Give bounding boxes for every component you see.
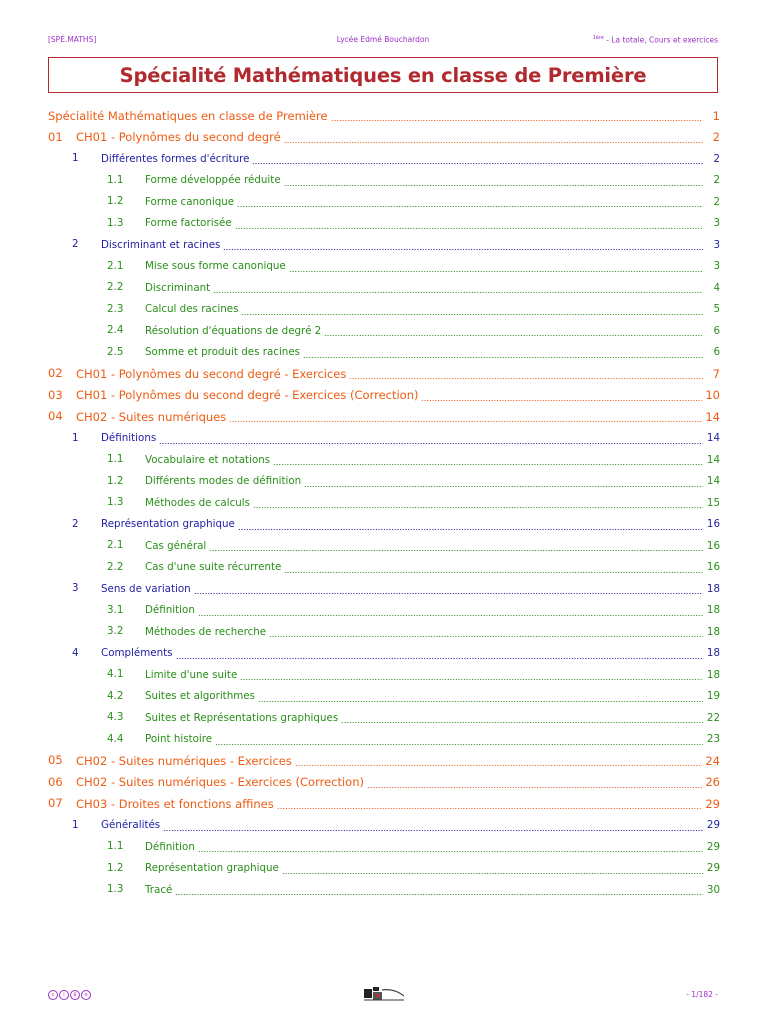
toc-entry-page: 3 — [713, 217, 720, 230]
toc-dot-leader — [229, 406, 702, 428]
toc-entry-page: 4 — [713, 281, 720, 294]
toc-entry-line — [145, 686, 720, 708]
toc-entry-label: Sens de variation — [101, 582, 191, 595]
toc-entry[interactable] — [48, 836, 720, 858]
toc-entry[interactable] — [48, 191, 720, 213]
toc-dot-leader — [237, 191, 703, 213]
toc-entry-number: 3 — [72, 582, 79, 594]
toc-entry-label: CH03 - Droites et fonctions affines — [76, 796, 274, 811]
toc-entry-page: 16 — [706, 518, 720, 531]
toc-dot-leader — [273, 449, 703, 471]
toc-entry[interactable] — [48, 815, 720, 837]
toc-entry-line — [101, 643, 720, 665]
toc-entry-line — [145, 557, 720, 579]
toc-entry-number: 1.1 — [107, 840, 124, 852]
toc-entry-line — [76, 385, 720, 407]
toc-dot-leader — [284, 557, 703, 579]
header-right-sup: 1ère — [592, 35, 604, 41]
toc-entry-page: 18 — [706, 582, 720, 595]
toc-dot-leader — [277, 793, 703, 815]
toc-entry[interactable] — [48, 858, 720, 880]
toc-entry[interactable] — [48, 148, 720, 170]
toc-entry-page: 7 — [712, 366, 720, 381]
toc-entry-page: 18 — [706, 647, 720, 660]
toc-entry-line — [145, 836, 720, 858]
toc-dot-leader — [240, 664, 703, 686]
toc-entry-number: 2.3 — [107, 302, 124, 315]
toc-dot-leader — [295, 750, 703, 772]
toc-entry-number: 01 — [48, 129, 63, 144]
toc-entry[interactable] — [48, 514, 720, 536]
toc-entry-number: 07 — [48, 796, 63, 810]
toc-dot-leader — [284, 170, 703, 192]
toc-entry-number: 1 — [72, 818, 79, 831]
toc-entry-label: Somme et produit des racines — [145, 346, 301, 359]
toc-entry-line — [101, 234, 720, 256]
toc-entry-number: 4.2 — [107, 689, 124, 702]
toc-dot-leader — [349, 363, 703, 385]
toc-dot-leader — [324, 320, 703, 342]
toc-entry-page: 2 — [713, 152, 720, 165]
toc-entry-label: Représentation graphique — [145, 862, 279, 875]
toc-entry-page: 30 — [706, 883, 720, 896]
toc-entry-line — [101, 514, 720, 536]
toc-entry[interactable] — [48, 879, 720, 901]
toc-entry-page: 3 — [713, 260, 720, 273]
toc-entry-number: 1.2 — [107, 474, 124, 487]
toc-entry[interactable] — [48, 600, 720, 622]
toc-entry-label: Cas d'une suite récurrente — [145, 561, 282, 574]
toc-entry-label: CH02 - Suites numériques - Exercices (Correction) — [76, 775, 364, 790]
toc-entry-line — [145, 707, 720, 729]
toc-entry-label: Tracé — [145, 883, 173, 896]
toc-entry-page: 24 — [705, 753, 720, 768]
toc-entry-line — [145, 213, 720, 235]
toc-entry-page: 22 — [706, 711, 720, 724]
cc-circle-icon: c — [48, 990, 58, 1000]
toc-entry-label: Généralités — [101, 819, 161, 832]
toc-entry-line — [145, 535, 720, 557]
toc-entry-label: Spécialité Mathématiques en classe de Première — [48, 108, 328, 123]
toc-entry-page: 29 — [706, 819, 720, 832]
toc-entry[interactable] — [48, 643, 720, 665]
toc-entry[interactable] — [48, 428, 720, 450]
toc-entry-number: 02 — [48, 366, 63, 380]
toc-dot-leader — [194, 578, 703, 600]
toc-entry[interactable] — [48, 492, 720, 514]
toc-entry-page: 3 — [713, 238, 720, 251]
toc-dot-leader — [209, 535, 703, 557]
toc-entry-line — [145, 256, 720, 278]
toc-entry-page: 2 — [712, 130, 720, 145]
toc-entry-number: 1.2 — [107, 195, 124, 207]
toc-entry-line — [145, 729, 720, 751]
toc-entry-line — [145, 277, 720, 299]
toc-entry-page: 14 — [706, 475, 720, 488]
toc-dot-leader — [282, 858, 703, 880]
toc-entry-page: 29 — [706, 840, 720, 853]
toc-entry-page: 6 — [713, 324, 720, 337]
header-right — [593, 35, 718, 45]
toc-entry-label: Cas général — [145, 539, 207, 552]
toc-entry-number: 1 — [72, 152, 79, 164]
school-logo-icon — [364, 986, 404, 1002]
toc-entry[interactable] — [48, 664, 720, 686]
toc-entry-number: 1.3 — [107, 883, 124, 895]
toc-entry-label: Différentes formes d'écriture — [101, 152, 250, 165]
toc-entry-label: CH02 - Suites numériques — [76, 409, 227, 424]
toc-entry[interactable] — [48, 707, 720, 729]
toc-entry-page: 29 — [706, 862, 720, 875]
toc-entry-number: 4.3 — [107, 711, 124, 723]
toc-entry-label: Compléments — [101, 647, 173, 660]
toc-entry-page: 18 — [706, 604, 720, 617]
toc-entry-label: Différents modes de définition — [145, 475, 302, 488]
toc-entry-page: 18 — [706, 668, 720, 681]
toc-entry[interactable] — [48, 449, 720, 471]
toc-entry-page: 10 — [705, 388, 720, 403]
toc-entry[interactable] — [48, 406, 720, 428]
toc-entry-line — [145, 879, 720, 901]
toc-entry-line — [76, 750, 720, 772]
toc-dot-leader — [241, 299, 703, 321]
document-title: Spécialité Mathématiques en classe de Première — [48, 57, 718, 93]
toc-entry[interactable] — [48, 342, 720, 364]
toc-entry-number: 1.1 — [107, 173, 124, 186]
toc-entry-label: Suites et Représentations graphiques — [145, 711, 339, 724]
toc-dot-leader — [367, 772, 702, 794]
page-number: - 1/182 - — [686, 990, 718, 999]
toc-entry-line — [145, 299, 720, 321]
toc-entry-label: Résolution d'équations de degré 2 — [145, 324, 322, 337]
toc-entry-line — [76, 793, 720, 815]
cc-sa-icon: o — [81, 990, 91, 1000]
toc-dot-leader — [252, 148, 703, 170]
toc-entry[interactable] — [48, 535, 720, 557]
toc-dot-leader — [331, 105, 703, 127]
toc-entry-page: 2 — [713, 195, 720, 208]
toc-entry-line — [145, 320, 720, 342]
toc-entry[interactable] — [48, 772, 720, 794]
toc-dot-leader — [341, 707, 703, 729]
toc-entry-number: 4.1 — [107, 668, 124, 680]
toc-entry-line — [145, 621, 720, 643]
toc-entry-page: 16 — [706, 539, 720, 552]
toc-entry-label: Point histoire — [145, 733, 213, 746]
page-header — [48, 35, 718, 47]
toc-entry[interactable] — [48, 557, 720, 579]
toc-entry-number: 2.5 — [107, 345, 124, 358]
toc-entry[interactable] — [48, 277, 720, 299]
toc-dot-leader — [213, 277, 703, 299]
toc-entry-label: Calcul des racines — [145, 303, 239, 316]
toc-entry-line — [101, 428, 720, 450]
toc-dot-leader — [198, 836, 703, 858]
header-left: [SPÉ.MATHS] — [48, 35, 97, 44]
cc-nc-icon: $ — [70, 990, 80, 1000]
toc-dot-leader — [235, 213, 703, 235]
toc-entry-line — [76, 363, 720, 385]
toc-dot-leader — [303, 342, 703, 364]
toc-entry-page: 5 — [713, 303, 720, 316]
toc-entry-number: 3.2 — [107, 625, 124, 637]
toc-entry-number: 1.3 — [107, 496, 124, 508]
toc-entry[interactable] — [48, 793, 720, 815]
toc-entry-line — [145, 492, 720, 514]
toc-entry[interactable] — [48, 170, 720, 192]
toc-dot-leader — [304, 471, 703, 493]
toc-entry-label: Méthodes de calculs — [145, 496, 250, 509]
toc-entry-label: CH01 - Polynômes du second degré — [76, 130, 281, 145]
toc-entry-label: CH01 - Polynômes du second degré - Exercices — [76, 366, 347, 381]
toc-entry-label: Représentation graphique — [101, 518, 235, 531]
toc-entry-number: 06 — [48, 774, 63, 789]
toc-entry[interactable] — [48, 686, 720, 708]
toc-entry[interactable] — [48, 234, 720, 256]
toc-entry-number: 4 — [72, 646, 79, 659]
toc-dot-leader — [289, 256, 703, 278]
toc-entry-line — [101, 578, 720, 600]
toc-entry-number: 2.1 — [107, 539, 124, 551]
toc-entry[interactable] — [48, 256, 720, 278]
toc-entry[interactable] — [48, 471, 720, 493]
toc-entry[interactable] — [48, 320, 720, 342]
toc-entry-label: Méthodes de recherche — [145, 625, 267, 638]
toc-entry-line — [145, 170, 720, 192]
toc-entry-number: 1 — [72, 431, 79, 444]
toc-entry-number: 2.2 — [107, 281, 124, 293]
toc-entry-line — [145, 449, 720, 471]
toc-entry-number: 4.4 — [107, 732, 124, 745]
toc-dot-leader — [223, 234, 703, 256]
toc-entry-label: CH01 - Polynômes du second degré - Exercices (Correction) — [76, 388, 419, 403]
toc-entry-number: 04 — [48, 409, 63, 423]
header-center: Lycée Edmé Bouchardon — [336, 35, 430, 44]
page-footer — [48, 990, 718, 1004]
toc-dot-leader — [198, 600, 703, 622]
toc-entry-label: Forme factorisée — [145, 217, 232, 230]
toc-entry-page: 26 — [705, 775, 720, 790]
toc-entry-number: 2 — [72, 517, 79, 530]
toc-entry-label: Définition — [145, 840, 195, 853]
toc-dot-leader — [258, 686, 703, 708]
toc-entry-page: 18 — [706, 625, 720, 638]
toc-entry-number: 03 — [48, 387, 63, 402]
toc-dot-leader — [159, 428, 703, 450]
toc-entry-page: 14 — [705, 409, 720, 424]
toc-entry-label: Forme canonique — [145, 195, 235, 208]
toc-entry-page: 16 — [706, 561, 720, 574]
cc-by-icon: i — [59, 990, 69, 1000]
toc-entry-label: Mise sous forme canonique — [145, 260, 286, 273]
toc-entry[interactable] — [48, 363, 720, 385]
toc-entry-line — [48, 105, 720, 127]
toc-dot-leader — [421, 385, 702, 407]
toc-entry-page: 2 — [713, 174, 720, 187]
header-right-text: - La totale, Cours et exercices — [603, 35, 718, 45]
toc-entry-page: 19 — [706, 690, 720, 703]
toc-entry-label: CH02 - Suites numériques - Exercices — [76, 753, 292, 768]
toc-entry-number: 1.2 — [107, 861, 124, 874]
toc-dot-leader — [269, 621, 703, 643]
toc-entry[interactable] — [48, 213, 720, 235]
toc-entry-page: 14 — [706, 432, 720, 445]
toc-entry-number: 2.2 — [107, 560, 124, 573]
toc-entry-number: 1.3 — [107, 216, 124, 229]
toc-entry-label: Définition — [145, 604, 195, 617]
toc-entry[interactable] — [48, 127, 720, 149]
toc-dot-leader — [253, 492, 703, 514]
toc-dot-leader — [163, 815, 703, 837]
toc-entry-line — [76, 406, 720, 428]
toc-entry-page: 23 — [706, 733, 720, 746]
toc-dot-leader — [175, 879, 703, 901]
toc-entry-line — [145, 858, 720, 880]
toc-entry-number: 1.1 — [107, 453, 124, 465]
toc-entry-page: 6 — [713, 346, 720, 359]
toc-entry[interactable] — [48, 385, 720, 407]
toc-entry[interactable] — [48, 578, 720, 600]
cc-license-icon — [48, 990, 91, 1000]
toc-entry-line — [145, 664, 720, 686]
toc-entry-line — [145, 471, 720, 493]
toc-entry-line — [101, 148, 720, 170]
toc-entry[interactable] — [48, 750, 720, 772]
toc-dot-leader — [215, 729, 703, 751]
toc-entry-number: 2.4 — [107, 324, 124, 336]
toc-entry-page: 1 — [712, 108, 720, 123]
toc-dot-leader — [284, 127, 703, 149]
toc-entry-page: 15 — [706, 496, 720, 509]
toc-entry[interactable] — [48, 729, 720, 751]
toc-entry-page: 29 — [705, 796, 720, 811]
toc-entry-label: Discriminant — [145, 281, 211, 294]
toc-entry-label: Limite d'une suite — [145, 668, 238, 681]
toc-entry[interactable] — [48, 299, 720, 321]
toc-entry-label: Vocabulaire et notations — [145, 453, 271, 466]
table-of-contents — [48, 105, 720, 901]
toc-entry-line — [145, 342, 720, 364]
toc-entry-line — [76, 772, 720, 794]
toc-entry-label: Forme développée réduite — [145, 174, 281, 187]
toc-entry-label: Définitions — [101, 432, 157, 445]
toc-entry-page: 14 — [706, 453, 720, 466]
toc-entry-number: 2.1 — [107, 259, 124, 272]
toc-entry-line — [145, 600, 720, 622]
toc-entry-label: Discriminant et racines — [101, 238, 221, 251]
toc-entry[interactable] — [48, 621, 720, 643]
toc-dot-leader — [176, 643, 703, 665]
toc-entry-line — [76, 127, 720, 149]
toc-entry-label: Suites et algorithmes — [145, 690, 255, 703]
toc-entry-number: 2 — [72, 238, 79, 250]
toc-entry-line — [145, 191, 720, 213]
toc-entry-number: 3.1 — [107, 603, 124, 616]
toc-entry-number: 05 — [48, 753, 63, 767]
toc-entry-line — [101, 815, 720, 837]
toc-dot-leader — [238, 514, 703, 536]
toc-entry[interactable] — [48, 105, 720, 127]
